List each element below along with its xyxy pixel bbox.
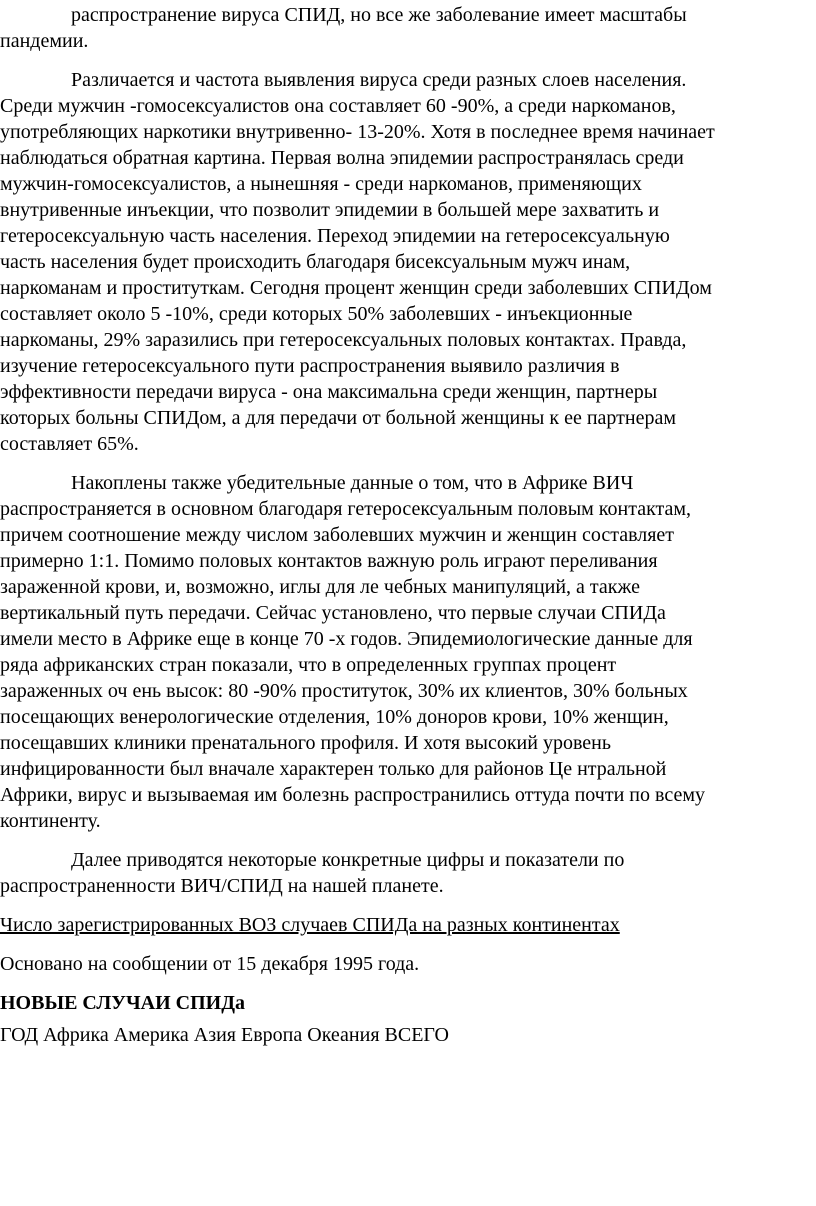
table-header-row: ГОД Африка Америка Азия Европа Океания ВСЕГО xyxy=(0,1024,449,1046)
text-line: посещавших клиники пренатального профиля. И хотя высокий уровень xyxy=(0,732,611,754)
section-heading: НОВЫЕ СЛУЧАИ СПИДа xyxy=(0,992,245,1014)
text-line: внутривенные инъекции, что позволит эпидемии в большей мере захватить и xyxy=(0,199,660,221)
paragraph-start-line: Различается и частота выявления вируса среди разных слоев населения. xyxy=(71,69,687,91)
text-line: зараженной крови, и, возможно, иглы для ле чебных манипуляций, а также xyxy=(0,576,640,598)
text-line: посещающих венерологические отделения, 10% доноров крови, 10% женщин, xyxy=(0,706,669,728)
text-line: Среди мужчин -гомосексуалистов она составляет 60 -90%, а среди наркоманов, xyxy=(0,95,676,117)
text-line: наркоманам и проституткам. Сегодня процент женщин среди заболевших СПИДом xyxy=(0,277,712,299)
text-line: причем соотношение между числом заболевших мужчин и женщин составляет xyxy=(0,524,675,546)
text-line: распространяется в основном благодаря гетеросексуальным половым контактам, xyxy=(0,498,692,520)
text-line: составляет около 5 -10%, среди которых 50% заболевших - инъекционные xyxy=(0,303,633,325)
paragraph-start-line: Далее приводятся некоторые конкретные цифры и показатели по xyxy=(71,849,625,871)
text-line: составляет 65%. xyxy=(0,433,139,455)
report-date-note: Основано на сообщении от 15 декабря 1995 года. xyxy=(0,953,420,975)
text-line: изучение гетеросексуального пути распространения выявило различия в xyxy=(0,355,620,377)
text-line: пандемии. xyxy=(0,30,89,52)
text-line: употребляющих наркотики внутривенно- 13-20%. Хотя в последнее время начинает xyxy=(0,121,715,143)
text-line: имели место в Африке еще в конце 70 -х годов. Эпидемиологические данные для xyxy=(0,628,693,650)
text-line: вертикальный путь передачи. Сейчас установлено, что первые случаи СПИДа xyxy=(0,602,666,624)
text-line: ряда африканских стран показали, что в определенных группах процент xyxy=(0,654,617,676)
text-line: зараженных оч ень высок: 80 -90% проституток, 30% их клиентов, 30% больных xyxy=(0,680,688,702)
text-line: распространенности ВИЧ/СПИД на нашей планете. xyxy=(0,875,444,897)
text-line: распространение вируса СПИД, но все же заболевание имеет масштабы xyxy=(71,4,687,26)
text-line: мужчин-гомосексуалистов, а нынешняя - среди наркоманов, применяющих xyxy=(0,173,642,195)
text-line: которых больны СПИДом, а для передачи от больной женщины к ее партнерам xyxy=(0,407,677,429)
text-line: инфицированности был вначале характерен только для районов Це нтральной xyxy=(0,758,667,780)
table-caption: Число зарегистрированных ВОЗ случаев СПИДа на разных континентах xyxy=(0,914,620,936)
text-line: наркоманы, 29% заразились при гетеросексуальных половых контактах. Правда, xyxy=(0,329,687,351)
text-line: эффективности передачи вируса - она максимальна среди женщин, партнеры xyxy=(0,381,658,403)
text-line: континенту. xyxy=(0,810,101,832)
text-line: часть населения будет происходить благодаря бисексуальным мужч инам, xyxy=(0,251,631,273)
text-line: примерно 1:1. Помимо половых контактов важную роль играют переливания xyxy=(0,550,658,572)
text-line: наблюдаться обратная картина. Первая волна эпидемии распространялась среди xyxy=(0,147,684,169)
text-line: Африки, вирус и вызываемая им болезнь распространились оттуда почти по всему xyxy=(0,784,705,806)
paragraph-start-line: Накоплены также убедительные данные о том, что в Африке ВИЧ xyxy=(71,472,634,494)
text-line: гетеросексуальную часть населения. Переход эпидемии на гетеросексуальную xyxy=(0,225,670,247)
